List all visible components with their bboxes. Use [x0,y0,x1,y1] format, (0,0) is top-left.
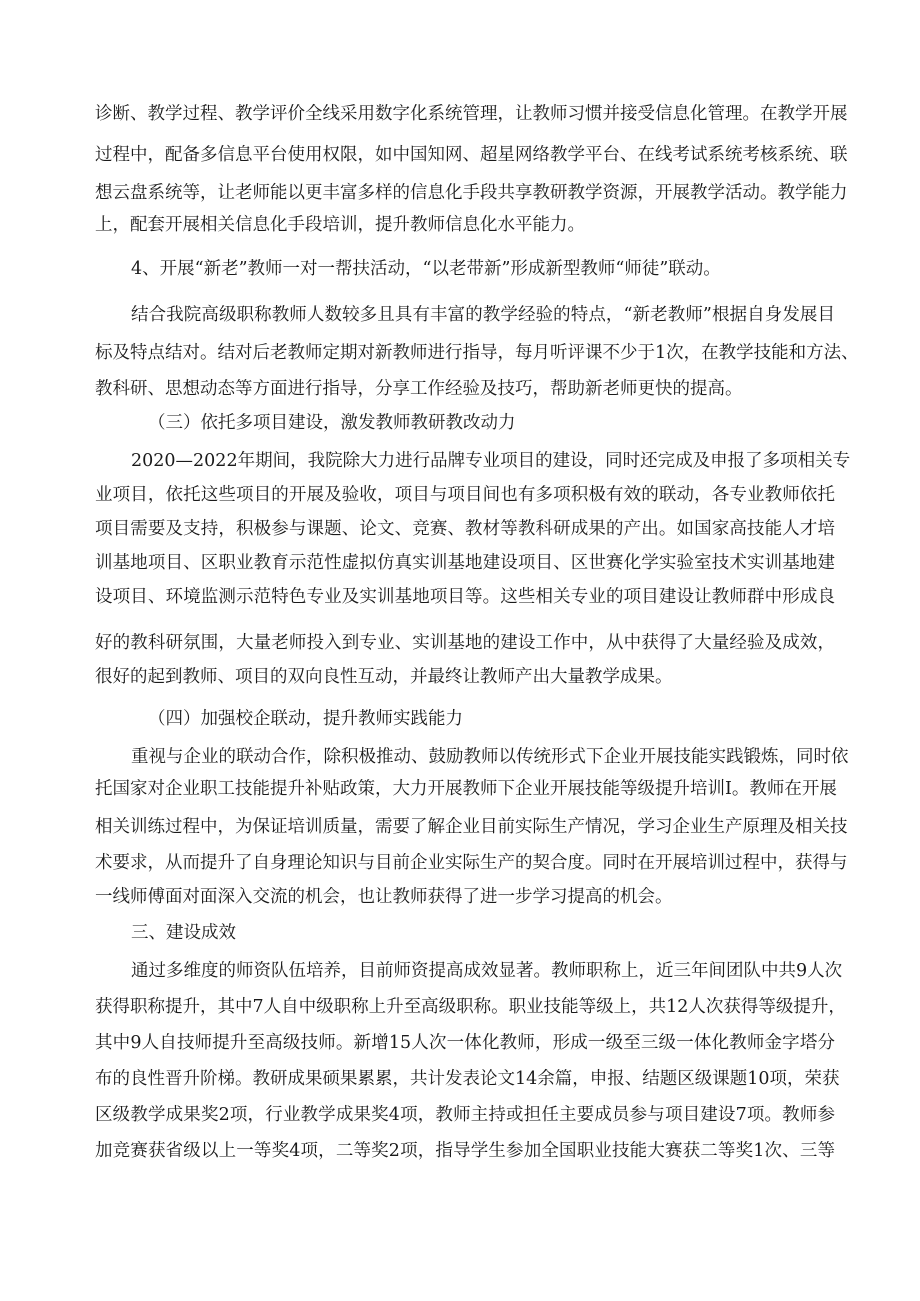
list-item-4: 4、开展“新老”教师一对一帮扶活动，“以老带新”形成新型教师“师徒”联动。 [131,259,721,279]
paragraph-line: 通过多维度的师资队伍培养，目前师资提高成效显著。教师职称上，近三年间团队中共9人次 [131,961,843,981]
paragraph-line: 业项目，依托这些项目的开展及验收，项目与项目间也有多项积极有效的联动，各专业教师依托 [95,485,835,505]
paragraph-line: 设项目、环境监测示范特色专业及实训基地项目等。这些相关专业的项目建设让教师群中形成良 [95,587,835,607]
paragraph-line: 上，配套开展相关信息化手段培训，提升教师信息化水平能力。 [95,215,585,235]
paragraph-line: 想云盘系统等，让老师能以更丰富多样的信息化手段共享教研教学资源，开展教学活动。教学能力 [95,183,848,203]
section-title: 三、建设成效 [131,923,236,943]
paragraph-line: 训基地项目、区职业教育示范性虚拟仿真实训基地建设项目、区世赛化学实验室技术实训基地建 [95,553,835,573]
section-heading: （三）依托多项目建设，激发教师教研教改动力 [148,413,516,433]
paragraph-line: 标及特点结对。结对后老教师定期对新教师进行指导，每月听评课不少于1次，在教学技能和方法、 [95,343,859,363]
paragraph-line: 其中9人自技师提升至高级技师。新增15人次一体化教师，形成一级至三级一体化教师金字塔分 [95,1033,835,1053]
section-heading: （四）加强校企联动，提升教师实践能力 [148,709,463,729]
paragraph-line: 2020—2022年期间，我院除大力进行品牌专业项目的建设，同时还完成及申报了多项相关专 [131,451,851,471]
paragraph-line: 托国家对企业职工技能提升补贴政策，大力开展教师下企业开展技能等级提升培训I。教师在开展 [95,779,837,799]
paragraph-line: 加竞赛获省级以上一等奖4项，二等奖2项，指导学生参加全国职业技能大赛获二等奖1次、三等 [95,1141,835,1161]
paragraph-line: 好的教科研氛围，大量老师投入到专业、实训基地的建设工作中，从中获得了大量经验及成效， [95,633,835,653]
paragraph-line: 重视与企业的联动合作，除积极推动、鼓励教师以传统形式下企业开展技能实践锻炼，同时依 [131,747,849,767]
paragraph-line: 布的良性晋升阶梯。教研成果硕果累累，共计发表论文14余篇，申报、结题区级课题10项，荣获 [95,1069,840,1089]
paragraph-line: 项目需要及支持，积极参与课题、论文、竞赛、教材等教科研成果的产出。如国家高技能人才培 [95,519,835,539]
paragraph-line: 很好的起到教师、项目的双向良性互动，并最终让教师产出大量教学成果。 [95,667,673,687]
paragraph-line: 获得职称提升，其中7人自中级职称上升至高级职称。职业技能等级上，共12人次获得等级提升， [95,997,846,1017]
paragraph-line: 诊断、教学过程、教学评价全线采用数字化系统管理，让教师习惯并接受信息化管理。在教学开展 [95,104,848,124]
paragraph-line: 术要求，从而提升了自身理论知识与目前企业实际生产的契合度。同时在开展培训过程中，获得与 [95,853,848,873]
paragraph-line: 过程中，配备多信息平台使用权限，如中国知网、超星网络教学平台、在线考试系统考核系统、联 [95,145,848,165]
paragraph-line: 区级教学成果奖2项，行业教学成果奖4项，教师主持或担任主要成员参与项目建设7项。教师参 [95,1105,835,1125]
paragraph-line: 教科研、思想动态等方面进行指导，分享工作经验及技巧，帮助新老师更快的提高。 [95,379,743,399]
paragraph-line: 结合我院高级职称教师人数较多且具有丰富的教学经验的特点，“新老教师”根据自身发展目 [131,305,835,325]
paragraph-line: 相关训练过程中，为保证培训质量，需要了解企业目前实际生产情况，学习企业生产原理及相关技 [95,817,848,837]
paragraph-line: 一线师傅面对面深入交流的机会，也让教师获得了进一步学习提高的机会。 [95,887,673,907]
